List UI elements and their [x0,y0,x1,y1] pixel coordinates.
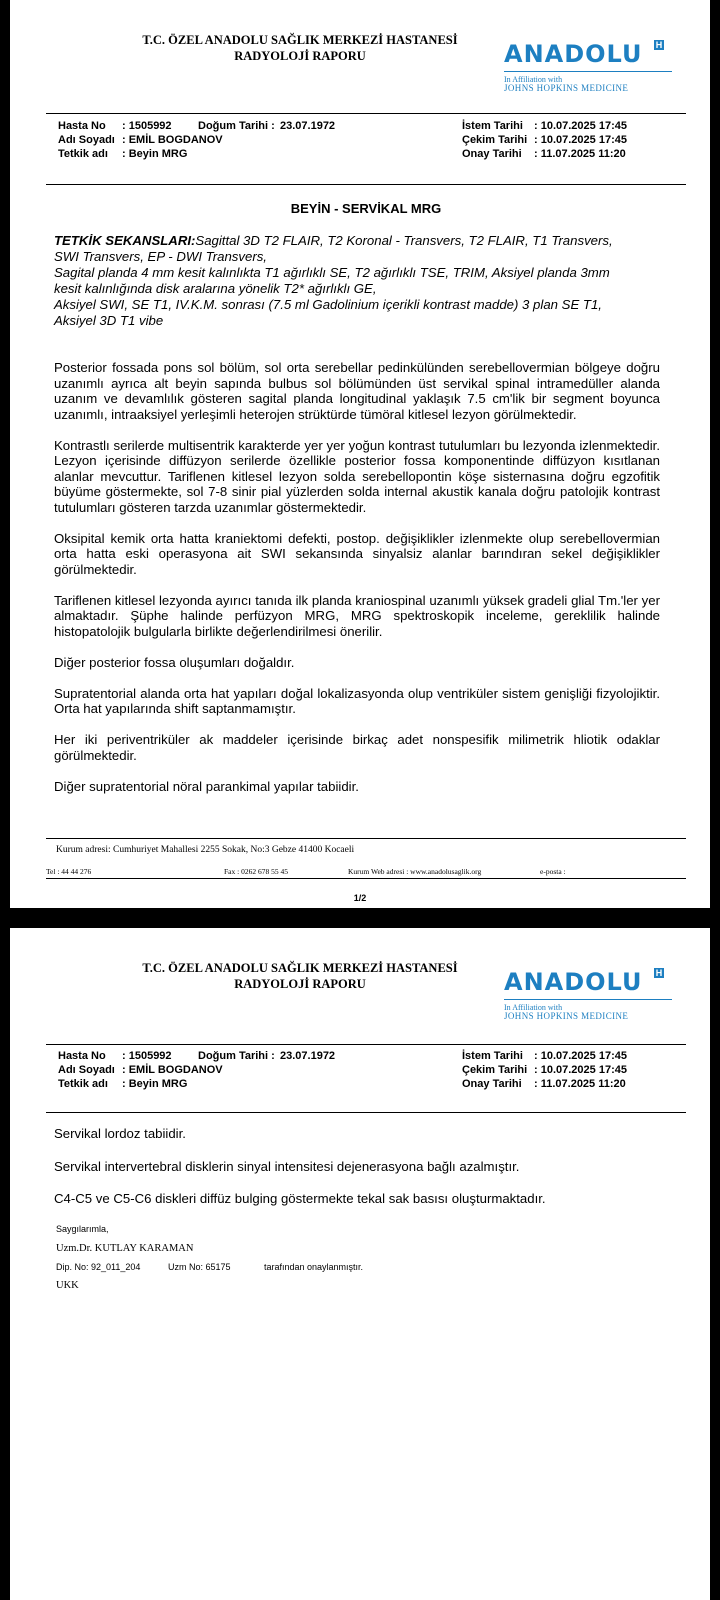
onay-label: Onay Tarihi [462,148,522,160]
finding-paragraph: Servikal lordoz tabiidir. [54,1126,186,1141]
signature-greeting: Saygılarımla, [56,1224,109,1234]
cekim-label: Çekim Tarihi [462,134,528,146]
dip-no: Dip. No: 92_011_204 [56,1262,141,1272]
uzm-no: Uzm No: 65175 [168,1262,231,1272]
footer-web: Kurum Web adresi : www.anadolusaglik.org [348,867,482,876]
tetkik-label: Tetkik adı [58,1078,108,1090]
istem-value: : 10.07.2025 17:45 [534,1050,627,1062]
footer-address: Kurum adresi: Cumhuriyet Mahallesi 2255 Sokak, No:3 Gebze 41400 Kocaeli [56,845,355,855]
adi-label: Adı Soyadı [58,1064,115,1076]
affiliation-line: In Affiliation with [504,1003,563,1012]
hospital-h-icon: H [655,968,663,978]
logo-underline [504,71,672,72]
report-page-2 [10,928,710,1600]
logo-affiliation [504,1004,628,1020]
istem-label: İstem Tarihi [462,120,523,132]
cekim-value: : 10.07.2025 17:45 [534,1064,627,1076]
cekim-label: Çekim Tarihi [462,1064,528,1076]
istem-value: : 10.07.2025 17:45 [534,120,627,132]
sequence-line [54,233,658,249]
findings-page-1 [54,360,660,810]
footer-fax: Fax : 0262 678 55 45 [224,867,288,876]
onay-label: Onay Tarihi [462,1078,522,1090]
cekim-value: : 10.07.2025 17:45 [534,134,627,146]
report-title: BEYİN - SERVİKAL MRG [290,201,442,216]
finding-paragraph: C4-C5 ve C5-C6 diskleri diffüz bulging göstermekte tekal sak basısı oluşturmaktadır. [54,1191,546,1206]
report-type: RADYOLOJİ RAPORU [234,977,366,991]
patient-divider [46,184,686,185]
sequence-label: TETKİK SEKANSLARI: [54,233,196,248]
affiliation-line: In Affiliation with [504,75,563,84]
dogum-value: 23.07.1972 [280,120,336,132]
hospital-name: T.C. ÖZEL ANADOLU SAĞLIK MERKEZİ HASTANESİ [142,961,458,975]
header-divider [46,113,686,114]
signature-dip-no [56,1262,364,1272]
finding-paragraph: Servikal intervertebral disklerin sinyal intensitesi dejenerasyona bağlı azalmıştır. [54,1158,520,1174]
findings-page-2 [54,1126,660,1224]
sequence-list [54,233,658,329]
finding-paragraph: Supratentorial alanda orta hat yapıları doğal lokalizasyonda olup ventriküler sistem genişliği fizyolojiktir. Orta hat yapılarında shift saptanmamıştır. [54,685,660,716]
johns-hopkins-line: JOHNS HOPKINS MEDICINE [504,83,629,93]
footer-divider-bottom [46,878,686,879]
finding-paragraph: Diğer posterior fossa oluşumları doğaldır. [54,654,295,670]
finding-paragraph: Tariflenen kitlesel lezyonda ayırıcı tanıda ilk planda kraniospinal uzanımlı yüksek gradeli glial Tm.'ler yer almaktadır. Şüphe halinde perfüzyon MRG, MRG spektroskopik inceleme, gereklilik halinde histopatolojik bulgularla birlikte değerlendirilmesi önerilir. [54,592,660,639]
tetkik-value: : Beyin MRG [122,1078,188,1090]
hasta-no-label: Hasta No [58,1050,106,1062]
sequence-line: Sagital planda 4 mm kesit kalınlıkta T1 ağırlıklı SE, T2 ağırlıklı TSE, TRIM, Aksiyel planda 3mm [54,265,610,280]
footer-email: e-posta : [540,867,566,876]
header-divider [46,1044,686,1045]
finding-paragraph: Oksipital kemik orta hatta kraniektomi defekti, postop. değişiklikler izlenmekte olup serebellovermian orta hatta eski operasyona ait SWI sekansında sinyalsiz alanlar barındıran sekel değişiklikler görülmektedir. [54,530,660,577]
tetkik-label: Tetkik adı [58,148,108,160]
hasta-no-label: Hasta No [58,120,106,132]
logo-affiliation [504,76,628,92]
sequence-line: SWI Transvers, EP - DWI Transvers, [54,249,267,264]
istem-label: İstem Tarihi [462,1050,523,1062]
logo-underline [504,999,672,1000]
sequence-line: Aksiyel SWI, SE T1, IV.K.M. sonrası (7.5 ml Gadolinium içerikli kontrast madde) 3 plan SE T1, [54,297,602,312]
footer-divider-top [46,838,686,839]
hospital-header [120,960,480,992]
patient-divider [46,1112,686,1113]
logo-wordmark: ANADOLU [504,40,643,68]
hospital-header [120,32,480,64]
adi-value: : EMİL BOGDANOV [122,1064,223,1076]
onay-value: : 11.07.2025 11:20 [534,148,626,160]
report-type: RADYOLOJİ RAPORU [234,49,366,63]
tetkik-value: : Beyin MRG [122,148,188,160]
finding-paragraph: Diğer supratentorial nöral parankimal yapılar tabiidir. [54,778,359,794]
finding-paragraph: Posterior fossada pons sol bölüm, sol orta serebellar pedinkülünden serebellovermian bölgeye doğru uzanımlı ayrıca alt beyin sapında bulbus sol bölümünden üst servikal spinal intramedüller alanda uzanım ve devamlılık gösteren sagital planda longitudinal yaklaşık 7.5 cm'lik bir segment boyunca uzanımlı, intraaksiyel yerleşimli heterojen strüktürde tümöral kitlesel lezyon görülmektedir. [54,360,660,422]
dogum-value: 23.07.1972 [280,1050,336,1062]
footer-tel: Tel : 44 44 276 [46,867,92,876]
signature-doctor: Uzm.Dr. KUTLAY KARAMAN [56,1243,194,1254]
hospital-name: T.C. ÖZEL ANADOLU SAĞLIK MERKEZİ HASTANESİ [142,33,458,47]
dogum-label: Doğum Tarihi : [198,120,275,132]
hasta-no-value: : 1505992 [122,120,172,132]
approval-note: tarafından onaylanmıştır. [264,1262,364,1272]
adi-value: : EMİL BOGDANOV [122,134,223,146]
sequence-line: Aksiyel 3D T1 vibe [54,313,164,328]
onay-value: : 11.07.2025 11:20 [534,1078,626,1090]
logo-wordmark: ANADOLU [504,968,643,996]
page-number: 1/2 [353,893,367,903]
signature-code: UKK [56,1280,79,1291]
adi-label: Adı Soyadı [58,134,115,146]
hasta-no-value: : 1505992 [122,1050,172,1062]
report-page-1 [10,0,710,908]
johns-hopkins-line: JOHNS HOPKINS MEDICINE [504,1011,629,1021]
sequence-line: kesit kalınlığında disk aralarına yönelik T2* ağırlıklı GE, [54,281,377,296]
hospital-h-icon: H [655,40,663,50]
dogum-label: Doğum Tarihi : [198,1050,275,1062]
finding-paragraph: Her iki periventriküler ak maddeler içerisinde birkaç adet nonspesifik milimetrik hliotik odaklar görülmektedir. [54,732,660,763]
sequence-text: Sagittal 3D T2 FLAIR, T2 Koronal - Transvers, T2 FLAIR, T1 Transvers, [195,233,613,248]
finding-paragraph: Kontrastlı serilerde multisentrik karakterde yer yer yoğun kontrast tutulumları bu lezyonda izlenmektedir. Lezyon içerisinde diffüzyon serilerde özellikle posterior fossa komponentinde diffüzyon kısıtlanan alanlar mevcuttur. Tariflenen kitlesel lezyon solda serebellopontin köşe sisternasına doğru egzofitik büyüme göstermekte, sol 7-8 sinir pial yüzlerden solda internal akustik kanala doğru patolojik kontrast tutulumları gösteren tarzda uzanımlar göstermektedir. [54,437,660,515]
